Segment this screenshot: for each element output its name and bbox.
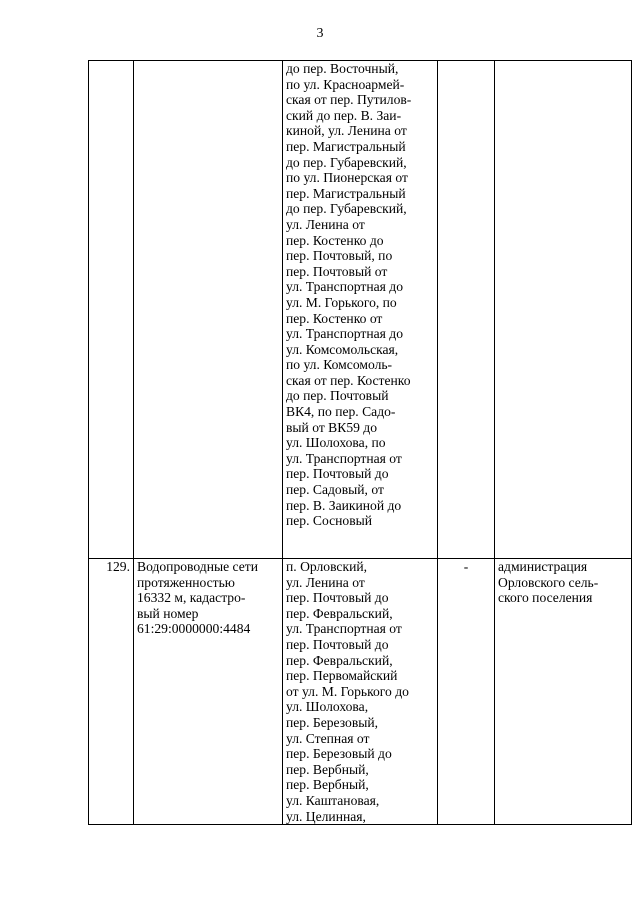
location-line: пер. Февральский,: [286, 605, 393, 621]
location-line: ул. Степная от: [286, 730, 370, 746]
owner-cell: [495, 61, 632, 559]
location-line: ул. Каштановая,: [286, 792, 380, 808]
location-line: ул. Целинная,: [286, 808, 366, 824]
location-line: пер. Магистральный: [286, 138, 406, 154]
location-line: ский до пер. В. Заи-: [286, 107, 402, 123]
location-line: по ул. Пионерская от: [286, 170, 408, 186]
table-row: [89, 559, 632, 825]
owner-line: администрация: [498, 559, 588, 574]
location-line: от ул. М. Горького до: [286, 683, 409, 699]
location-line: ул. Комсомольская,: [286, 341, 399, 357]
location-line: ская от пер. Путилов-: [286, 92, 412, 108]
object-name-line: протяженностью: [137, 574, 235, 590]
location-line: ул. Транспортная от: [286, 450, 402, 466]
row-number-cell: [89, 559, 134, 825]
row-number: 129.: [106, 559, 130, 574]
location-line: пер. Февральский,: [286, 652, 393, 668]
location-line: ул. Транспортная до: [286, 279, 404, 295]
table-row: [89, 61, 632, 559]
location-cell: [283, 61, 438, 559]
location-line: ул. Транспортная до: [286, 326, 404, 342]
location-line: пер. Почтовый, по: [286, 248, 393, 264]
location-line: пер. Березовый до: [286, 746, 392, 762]
location-line: до пер. Почтовый: [286, 388, 389, 404]
location-line: пер. Садовый, от: [286, 482, 384, 498]
location-line: ул. Шолохова, по: [286, 435, 386, 451]
location-line: пер. Вербный,: [286, 761, 369, 777]
owner-line: Орловского сель-: [498, 574, 599, 590]
location-line: ул. Шолохова,: [286, 699, 369, 715]
location-line: ул. Ленина от: [286, 574, 365, 590]
object-name-cell: [134, 559, 283, 825]
object-name-line: Водопроводные сети: [137, 559, 258, 574]
location-line: пер. Почтовый от: [286, 263, 388, 279]
location-line: ул. М. Горького, по: [286, 294, 397, 310]
location-line: киной, ул. Ленина от: [286, 123, 407, 139]
location-line: по ул. Красноармей-: [286, 76, 405, 92]
object-name-cell: [134, 61, 283, 559]
owner-line: ского поселения: [498, 590, 593, 606]
location-line: ул. Транспортная от: [286, 621, 402, 637]
location-cell: [283, 559, 438, 825]
location-line: по ул. Комсомоль-: [286, 357, 393, 373]
location-line: пер. Костенко до: [286, 232, 384, 248]
location-line: ская от пер. Костенко: [286, 372, 411, 388]
location-line: пер. Березовый,: [286, 714, 379, 730]
location-line: вый от ВК59 до: [286, 419, 378, 435]
location-line: до пер. Губаревский,: [286, 154, 407, 170]
location-line: ВК4, по пер. Садо-: [286, 404, 396, 420]
object-name-line: 16332 м, кадастро-: [137, 590, 246, 606]
object-name-line: вый номер: [137, 605, 199, 621]
owner-cell: [495, 559, 632, 825]
location-line: пер. Сосновый: [286, 513, 373, 529]
location-line: п. Орловский,: [286, 559, 368, 574]
location-line: ул. Ленина от: [286, 216, 365, 232]
encumbrance-cell: [438, 61, 495, 559]
location-line: до пер. Губаревский,: [286, 201, 407, 217]
location-line: пер. Первомайский: [286, 668, 398, 684]
location-line: пер. Почтовый до: [286, 636, 389, 652]
property-table: [88, 60, 632, 825]
location-line: пер. Почтовый до: [286, 590, 389, 606]
page-number: 3: [316, 26, 324, 41]
encumbrance-cell: [438, 559, 495, 825]
location-line: пер. Костенко от: [286, 310, 383, 326]
row-number-cell: [89, 61, 134, 559]
location-line: пер. Вербный,: [286, 777, 369, 793]
location-line: до пер. Восточный,: [286, 61, 399, 76]
location-line: пер. Почтовый до: [286, 466, 389, 482]
object-name-line: 61:29:0000000:4484: [137, 621, 251, 637]
location-line: пер. В. Заикиной до: [286, 497, 402, 513]
encumbrance-value: -: [463, 559, 469, 574]
location-line: пер. Магистральный: [286, 185, 406, 201]
